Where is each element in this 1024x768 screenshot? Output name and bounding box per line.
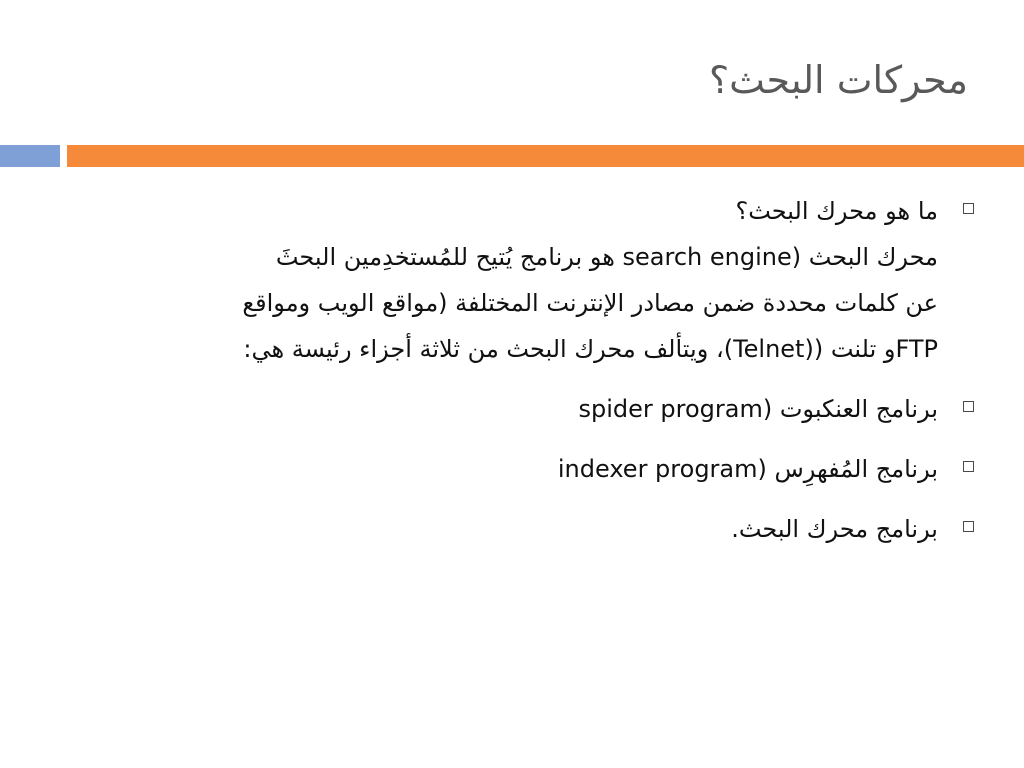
slide-title: محركات البحث؟ xyxy=(709,58,968,102)
definition-paragraph xyxy=(94,234,974,372)
bullet-text: ما هو محرك البحث؟ xyxy=(735,197,938,225)
paragraph-line: FTPو تلنت ((Telnet)، ويتألف محرك البحث من ثلاثة أجزاء رئيسة هي: xyxy=(243,335,938,363)
square-bullet-icon xyxy=(963,203,974,214)
bullet-text: برنامج محرك البحث. xyxy=(731,515,938,543)
bullet-item xyxy=(94,506,974,552)
accent-bar-orange xyxy=(67,145,1024,167)
square-bullet-icon xyxy=(963,401,974,412)
bullet-item xyxy=(94,386,974,432)
square-bullet-icon xyxy=(963,521,974,532)
bullet-item xyxy=(94,446,974,492)
paragraph-line: عن كلمات محددة ضمن مصادر الإنترنت المختلفة (مواقع الويب ومواقع xyxy=(242,289,938,317)
slide-content xyxy=(94,188,974,552)
square-bullet-icon xyxy=(963,461,974,472)
bullet-text: برنامج المُفهرِس (indexer program xyxy=(557,455,938,483)
accent-bar-blue xyxy=(0,145,60,167)
bullet-text: برنامج العنكبوت (spider program xyxy=(578,395,938,423)
bullet-item xyxy=(94,188,974,234)
paragraph-line: محرك البحث (search engine هو برنامج يُتيح للمُستخدِمين البحثَ xyxy=(275,243,938,271)
